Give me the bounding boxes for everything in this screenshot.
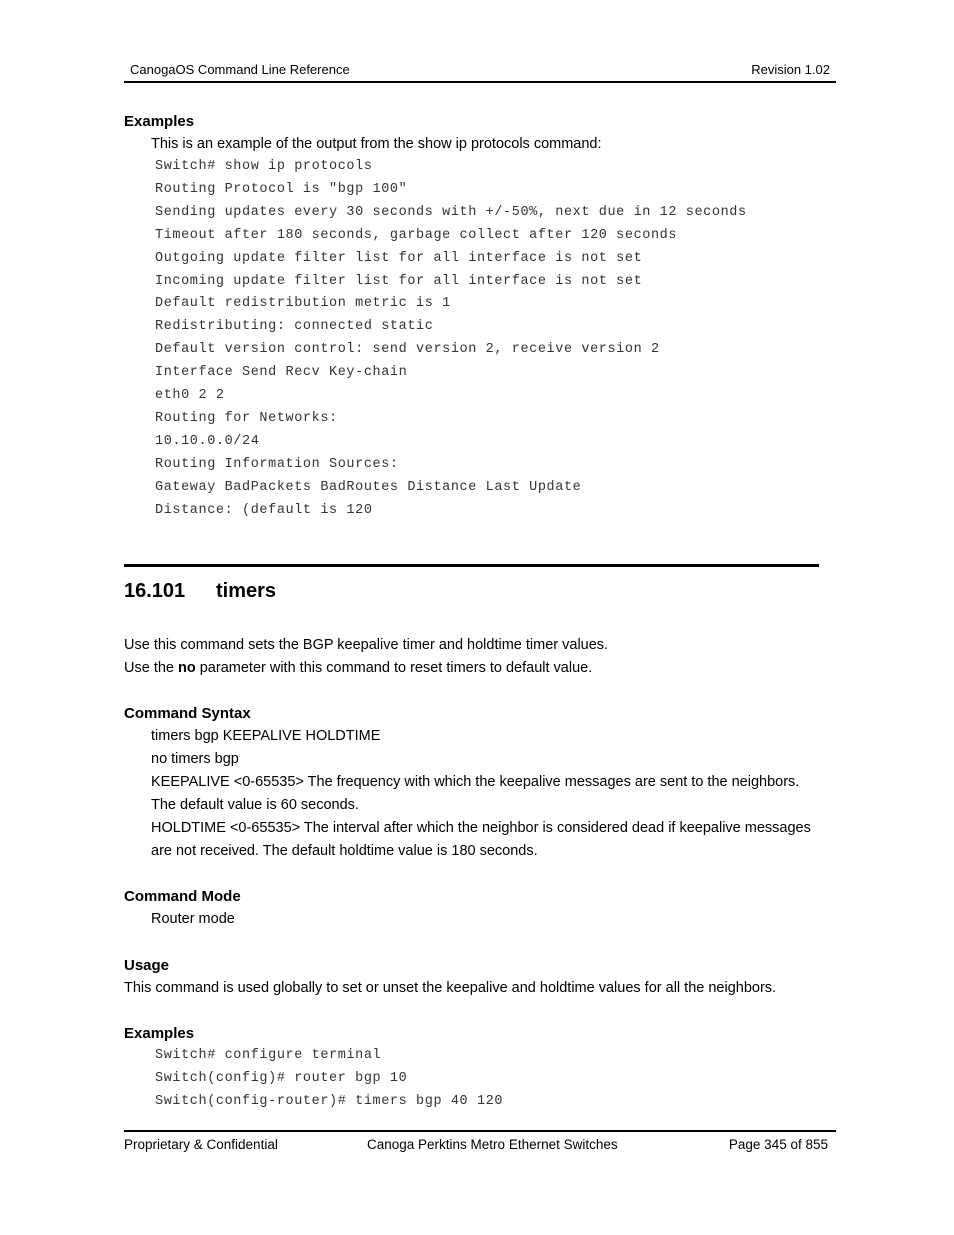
code-line: Switch(config-router)# timers bgp 40 120 [155, 1093, 504, 1109]
footer-rule [124, 1130, 836, 1132]
syntax-line: are not received. The default holdtime value is 180 seconds. [151, 843, 538, 859]
code-line: Default redistribution metric is 1 [155, 296, 451, 312]
section-desc-2: Use the no parameter with this command to reset timers to default value. [124, 660, 593, 676]
footer-center: Canoga Perktins Metro Ethernet Switches [367, 1137, 618, 1152]
code-line: Timeout after 180 seconds, garbage collect after 120 seconds [155, 227, 678, 243]
command-mode-value: Router mode [151, 911, 235, 927]
section-title: timers [216, 580, 277, 602]
code-line: Default version control: send version 2, receive version 2 [155, 342, 660, 358]
code-line: Interface Send Recv Key-chain [155, 365, 408, 381]
code-line: Routing Protocol is "bgp 100" [155, 181, 408, 197]
header-rule [124, 81, 836, 83]
code-line: 10.10.0.0/24 [155, 433, 260, 449]
section-desc-1: Use this command sets the BGP keepalive timer and holdtime timer values. [124, 637, 609, 653]
code-line: Switch# show ip protocols [155, 159, 373, 174]
footer-left: Proprietary & Confidential [124, 1137, 278, 1152]
code-line: Redistributing: connected static [155, 319, 434, 335]
section-number: 16.101 [124, 580, 186, 602]
code-line: eth0 2 2 [155, 388, 225, 403]
syntax-line: The default value is 60 seconds. [151, 797, 359, 813]
code-line: Outgoing update filter list for all interface is not set [155, 250, 643, 266]
code-line: Routing for Networks: [155, 410, 338, 426]
examples-intro: This is an example of the output from the show ip protocols command: [151, 136, 602, 152]
code-line: Routing Information Sources: [155, 456, 399, 472]
usage-label: Usage [124, 957, 170, 974]
command-mode-label: Command Mode [124, 888, 241, 905]
code-line: Gateway BadPackets BadRoutes Distance Last Update [155, 479, 582, 495]
syntax-line: HOLDTIME <0-65535> The interval after which the neighbor is considered dead if keepalive messages [151, 820, 811, 836]
syntax-line: timers bgp KEEPALIVE HOLDTIME [151, 728, 381, 744]
code-line: Incoming update filter list for all interface is not set [155, 273, 643, 289]
code-line: Distance: (default is 120 [155, 502, 373, 518]
header-title: CanogaOS Command Line Reference [130, 62, 350, 77]
code-line: Sending updates every 30 seconds with +/-50%, next due in 12 seconds [155, 204, 747, 220]
code-line: Switch(config)# router bgp 10 [155, 1070, 408, 1086]
examples-label: Examples [124, 113, 195, 130]
no-keyword: no [178, 660, 196, 676]
syntax-line: no timers bgp [151, 751, 239, 767]
command-syntax-label: Command Syntax [124, 705, 251, 722]
footer-page-number: Page 345 of 855 [728, 1137, 828, 1152]
header-revision: Revision 1.02 [751, 62, 830, 77]
examples-label-2: Examples [124, 1025, 195, 1042]
section-rule [124, 564, 819, 567]
code-line: Switch# configure terminal [155, 1048, 382, 1063]
usage-text: This command is used globally to set or unset the keepalive and holdtime values for all the neighbors. [124, 980, 777, 996]
syntax-line: KEEPALIVE <0-65535> The frequency with which the keepalive messages are sent to the neighbors. [151, 774, 800, 790]
